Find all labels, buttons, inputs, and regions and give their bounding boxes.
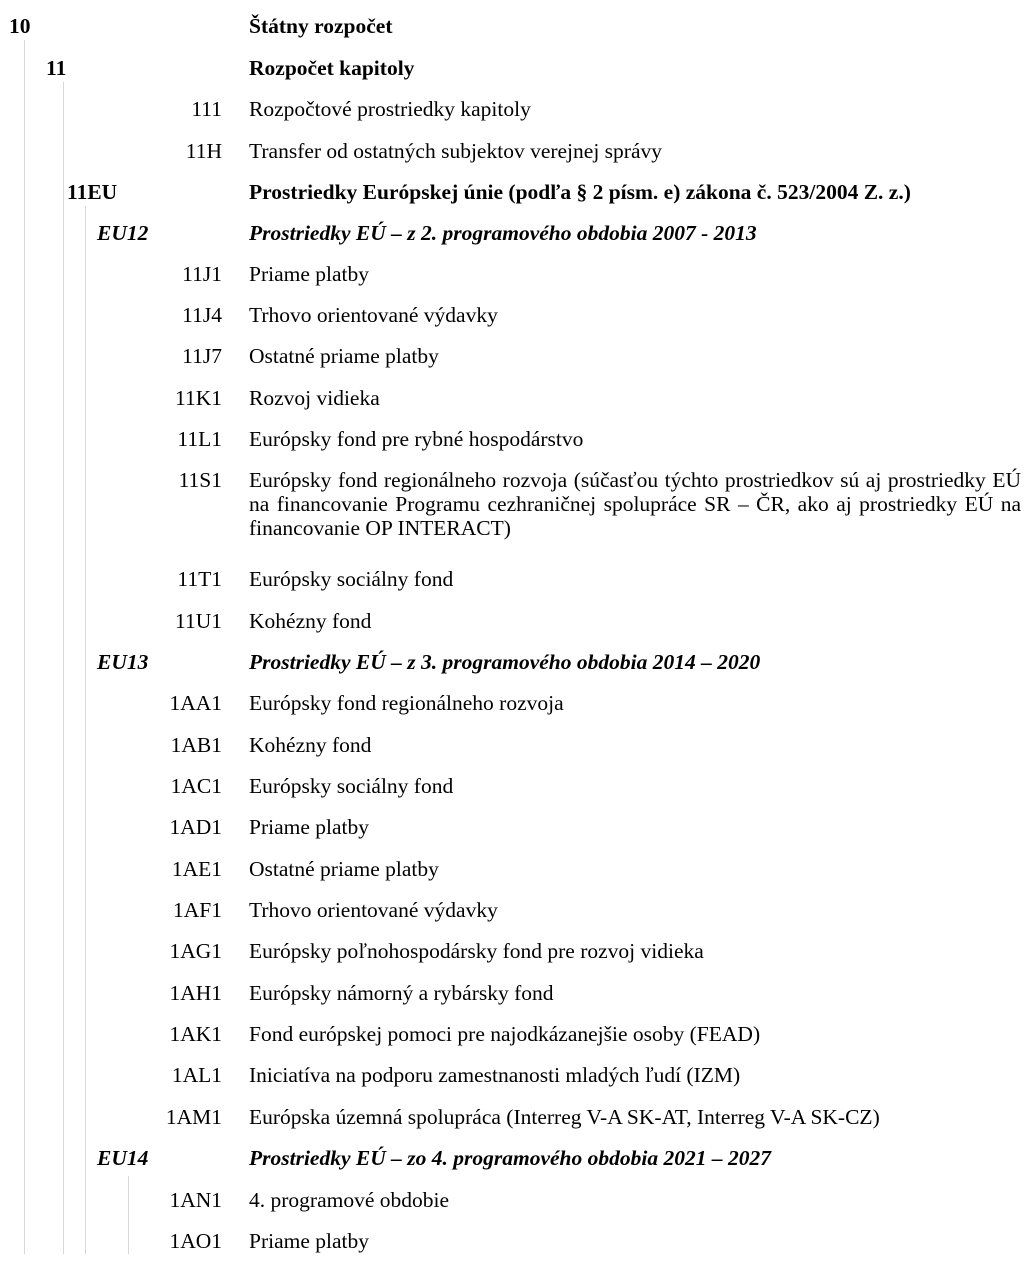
source-label: Prostriedky EÚ – zo 4. programového obdobia 2021 – 2027 <box>249 1146 771 1170</box>
source-label: Rozpočtové prostriedky kapitoly <box>249 97 531 121</box>
source-code: 1AE1 <box>171 857 222 881</box>
source-label: Ostatné priame platby <box>249 857 439 881</box>
source-code: 10 <box>9 14 31 38</box>
source-code: 1AM1 <box>165 1105 222 1129</box>
source-label: Európsky fond regionálneho rozvoja (súčasťou týchto prostriedkov sú aj prostriedky EÚ na financovanie Programu cezhraničnej spolupráce SR – ČR, ako aj prostriedky EÚ na financovanie OP INTERACT) <box>249 468 1021 540</box>
source-label: Európsky sociálny fond <box>249 774 454 798</box>
source-label: 4. programové obdobie <box>249 1188 450 1212</box>
source-label: Priame platby <box>249 815 370 839</box>
source-label: Európsky námorný a rybársky fond <box>249 981 554 1005</box>
source-code: 1AL1 <box>171 1063 222 1087</box>
source-label: Európska územná spolupráca (Interreg V-A SK-AT, Interreg V-A SK-CZ) <box>249 1105 880 1129</box>
source-label: Kohézny fond <box>249 733 372 757</box>
source-code: EU13 <box>97 650 149 674</box>
source-label: Ostatné priame platby <box>249 344 439 368</box>
source-code: 11S1 <box>178 468 222 492</box>
source-label: Európsky fond pre rybné hospodárstvo <box>249 427 584 451</box>
source-code: 1AN1 <box>169 1188 222 1212</box>
source-code: 1AB1 <box>170 733 222 757</box>
source-label: Európsky sociálny fond <box>249 567 454 591</box>
source-label: Rozvoj vidieka <box>249 386 380 410</box>
source-code: 11H <box>185 139 222 163</box>
source-code: 1AA1 <box>169 691 222 715</box>
source-label: Európsky poľnohospodársky fond pre rozvoj vidieka <box>249 939 704 963</box>
source-label: Iniciatíva na podporu zamestnanosti mladých ľudí (IZM) <box>249 1063 741 1087</box>
source-label: Prostriedky EÚ – z 2. programového obdobia 2007 - 2013 <box>249 221 757 245</box>
source-code: 111 <box>191 97 222 121</box>
source-code: 11J1 <box>182 262 222 286</box>
source-code: 11T1 <box>177 567 222 591</box>
source-code: EU12 <box>97 221 149 245</box>
source-label: Trhovo orientované výdavky <box>249 303 498 327</box>
source-code: 11EU <box>67 180 118 204</box>
source-code: 1AK1 <box>169 1022 222 1046</box>
source-label: Trhovo orientované výdavky <box>249 898 498 922</box>
source-code: 11J4 <box>182 303 222 327</box>
source-code: 11K1 <box>175 386 222 410</box>
source-label: Európsky fond regionálneho rozvoja <box>249 691 564 715</box>
source-label: Priame platby <box>249 1229 370 1253</box>
source-code: 1AC1 <box>170 774 222 798</box>
source-code: 11U1 <box>175 609 222 633</box>
source-label: Rozpočet kapitoly <box>249 56 415 80</box>
source-code: 11 <box>46 56 67 80</box>
source-code: 1AH1 <box>169 981 222 1005</box>
source-code: 1AD1 <box>169 815 222 839</box>
source-label: Prostriedky EÚ – z 3. programového obdobia 2014 – 2020 <box>249 650 761 674</box>
source-code: 11L1 <box>177 427 222 451</box>
source-label: Štátny rozpočet <box>249 14 393 38</box>
source-code: 1AF1 <box>173 898 222 922</box>
source-code: 1AG1 <box>169 939 222 963</box>
source-code: 1AO1 <box>169 1229 222 1253</box>
source-label: Priame platby <box>249 262 370 286</box>
source-label: Kohézny fond <box>249 609 372 633</box>
source-label: Transfer od ostatných subjektov verejnej správy <box>249 139 662 163</box>
source-code: 11J7 <box>182 344 222 368</box>
source-label: Prostriedky Európskej únie (podľa § 2 písm. e) zákona č. 523/2004 Z. z.) <box>249 180 911 204</box>
source-label: Fond európskej pomoci pre najodkázanejšie osoby (FEAD) <box>249 1022 761 1046</box>
source-code: EU14 <box>97 1146 149 1170</box>
